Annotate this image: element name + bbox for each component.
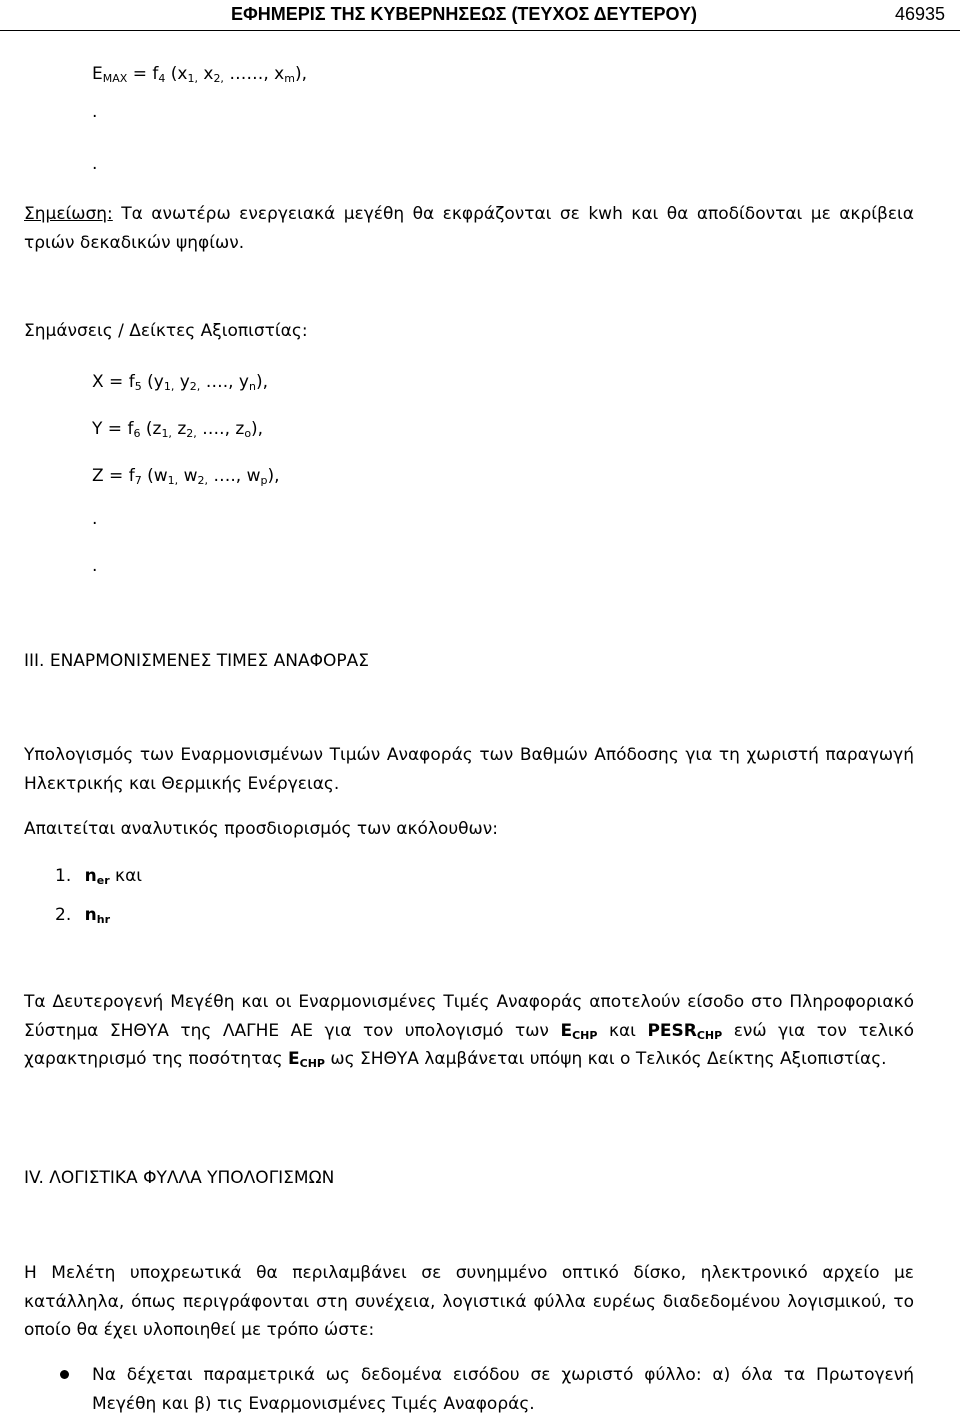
section-4-heading: IV. ΛΟΓΙΣΤΙΚΑ ΦΥΛΛΑ ΥΠΟΛΟΓΙΣΜΩΝ (24, 1168, 335, 1188)
formula-x: $X = f_5$ ($y_{1,}$ $y_{2,}$ …., $y_n$), (92, 372, 269, 393)
emax-formula: $E_{MAX} = f_4$ ($x_{1,}$ $x_{2,}$ ……, $x_m$), (92, 64, 307, 85)
note-label: Σημείωση: (24, 204, 113, 224)
reliability-heading: Σημάνσεις / Δείκτες Αξιοπιστίας: (24, 321, 308, 341)
page-number: 46935 (895, 4, 946, 24)
bullet-icon (60, 1370, 69, 1379)
list-item-nhr: 2. $n_{hr}$ (55, 905, 111, 926)
section-4-paragraph: Η Μελέτη υποχρεωτικά θα περιλαμβάνει σε συνημμένο οπτικό δίσκο, ηλεκτρονικό αρχείο με κατάλληλα, όπως περιγράφονται στη συνέχεια, λογιστικά φύλλα ευρέως διαδεδομένου λογισμικού, το οποίο θα έχει υλοποιηθεί με τρόπο ώστε: (24, 1263, 914, 1340)
section-3-heading: III. ΕΝΑΡΜΟΝΙΣΜΕΝΕΣ ΤΙΜΕΣ ΑΝΑΦΟΡΑΣ (24, 651, 370, 671)
ellipsis-dot: . (92, 556, 98, 576)
list-item-ner: 1. $n_{er}$ και (55, 866, 143, 887)
ellipsis-dot: . (92, 509, 98, 529)
formula-y: $Y = f_6$ ($z_{1,}$ $z_{2,}$ …., $z_o$), (92, 419, 264, 440)
section-3-intro: Υπολογισμός των Εναρμονισμένων Τιμών Αναφοράς των Βαθμών Απόδοσης για τη χωριστή παραγωγή Ηλεκτρικής και Θερμικής Ενέργειας. (24, 745, 914, 794)
section-3-requirement: Απαιτείται αναλυτικός προσδιορισμός των ακόλουθων: (24, 819, 499, 839)
header-title: ΕΦΗΜΕΡΙΣ ΤΗΣ ΚΥΒΕΡΝΗΣΕΩΣ (ΤΕΥΧΟΣ ΔΕΥΤΕΡΟΥ) (231, 4, 698, 24)
ellipsis-dot: . (92, 154, 98, 174)
header-divider (0, 30, 960, 31)
note-paragraph: Σημείωση: Τα ανωτέρω ενεργειακά μεγέθη θα εκφράζονται σε kwh και θα αποδίδονται με ακρίβεια τριών δεκαδικών ψηφίων. (24, 204, 914, 253)
section-3-paragraph: Τα Δευτερογενή Μεγέθη και οι Εναρμονισμένες Τιμές Αναφοράς αποτελούν είσοδο στο Πληροφοριακό Σύστημα ΣΗΘΥΑ της ΛΑΓΗΕ ΑΕ για τον υπολογισμό των $E_{CHP}$ και $PESR_{CHP}$ ενώ για τον τελικό χαρακτηρισμό της ποσότητας $E_{CHP}$ ως ΣΗΘΥΑ λαμβάνεται υπόψη και ο Τελικός Δείκτης Αξιοπιστίας. (24, 992, 915, 1070)
bullet-item: Να δέχεται παραμετρικά ως δεδομένα εισόδου σε χωριστό φύλλο: α) όλα τα Πρωτογενή Μεγέθη και β) τις Εναρμονισμένες Τιμές Αναφοράς. (92, 1365, 914, 1414)
formula-z: $Z = f_7$ ($w_{1,}$ $w_{2,}$ …., $w_p$), (92, 466, 280, 487)
ellipsis-dot: . (92, 102, 98, 122)
